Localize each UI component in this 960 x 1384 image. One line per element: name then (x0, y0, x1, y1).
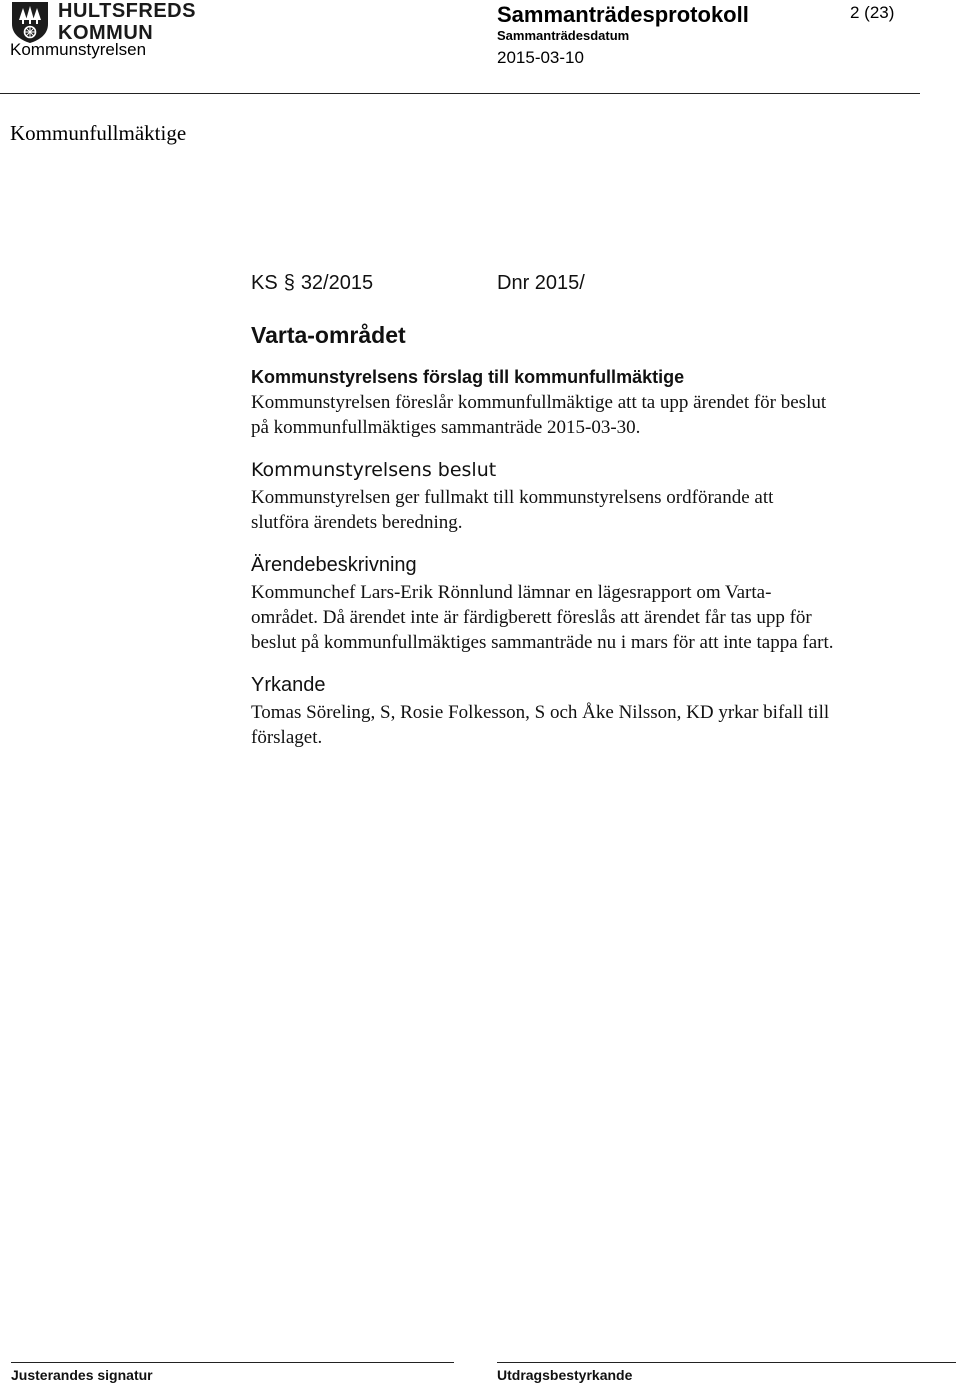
motion-heading: Yrkande (251, 674, 326, 696)
meeting-date-label: Sammanträdesdatum (497, 28, 630, 43)
organization-name: Kommunstyrelsen (10, 40, 147, 59)
signature-label: Justerandes signatur (11, 1367, 153, 1383)
proposal-line: Kommunstyrelsen föreslår kommunfullmäktige att ta upp ärendet för beslut (251, 392, 827, 413)
signature-line (11, 1362, 454, 1363)
decision-line: slutföra ärendets beredning. (251, 512, 463, 533)
proposal-text (251, 390, 941, 440)
proposal-line: på kommunfullmäktiges sammanträde 2015-03-30. (251, 417, 641, 438)
logo-wordmark (58, 0, 196, 44)
motion-line: Tomas Söreling, S, Rosie Folkesson, S och Åke Nilsson, KD yrkar bifall till (251, 702, 830, 723)
section-symbol: § (283, 271, 295, 294)
proposal-heading: Kommunstyrelsens förslag till kommunfullmäktige (251, 367, 685, 387)
motion-text (251, 700, 941, 750)
page-number: 2 (23) (850, 3, 895, 22)
decision-text (251, 485, 941, 535)
municipality-logo (10, 0, 196, 44)
logo-line-2: KOMMUN (58, 22, 154, 44)
description-text (251, 580, 941, 655)
case-title: Varta-området (251, 322, 406, 348)
description-line: området. Då ärendet inte är färdigberett föreslås att ärendet får tas upp för (251, 607, 812, 628)
document-type: Sammanträdesprotokoll (497, 2, 749, 27)
recipient: Kommunfullmäktige (10, 121, 187, 145)
case-reference (251, 270, 941, 296)
description-line: Kommunchef Lars-Erik Rönnlund lämnar en lägesrapport om Varta- (251, 582, 772, 603)
motion-line: förslaget. (251, 727, 323, 748)
case-number: 32/2015 (300, 271, 374, 294)
case-prefix: KS (251, 271, 278, 294)
certification-line (497, 1362, 956, 1363)
document-body (251, 270, 941, 750)
description-line: beslut på kommunfullmäktiges sammanträde nu i mars för att inte tappa fart. (251, 632, 834, 653)
header-divider (0, 93, 920, 94)
decision-line: Kommunstyrelsen ger fullmakt till kommunstyrelsens ordförande att (251, 487, 774, 508)
municipal-crest-icon (10, 0, 50, 44)
meeting-date: 2015-03-10 (497, 48, 584, 67)
diary-number: Dnr 2015/ (497, 271, 585, 294)
logo-line-1: HULTSFREDS (58, 0, 196, 22)
decision-heading: Kommunstyrelsens beslut (251, 459, 497, 481)
certification-label: Utdragsbestyrkande (497, 1367, 633, 1383)
description-heading: Ärendebeskrivning (251, 554, 417, 576)
